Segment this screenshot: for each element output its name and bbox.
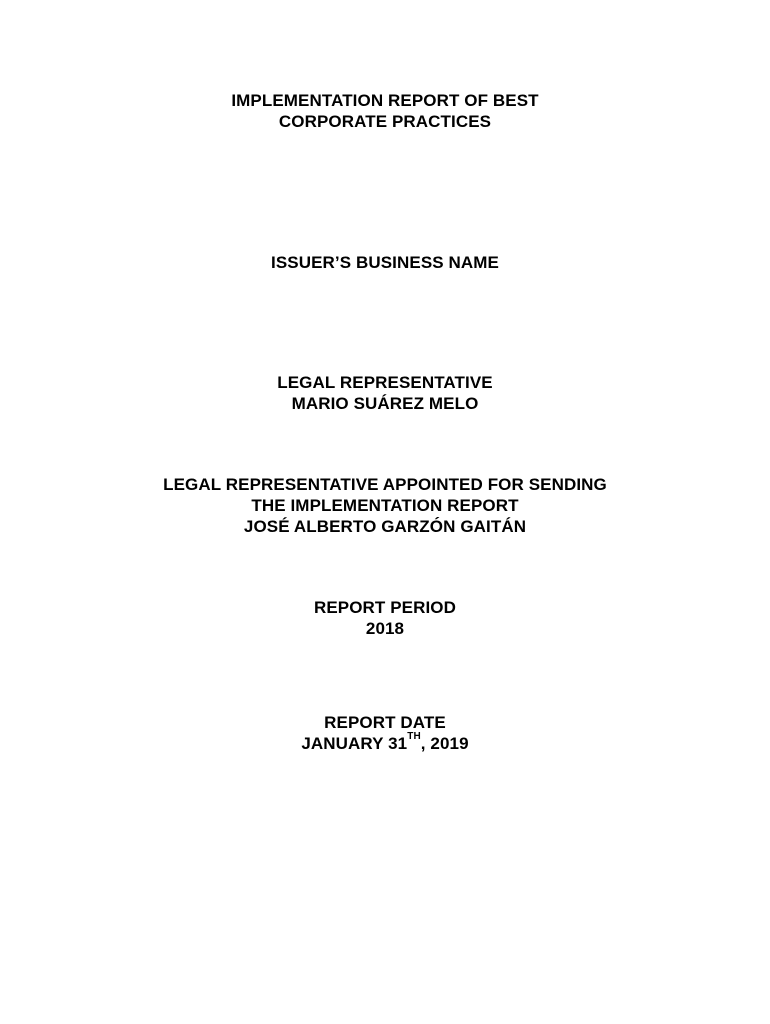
- report-title: [0, 90, 770, 132]
- report-title-line-1: IMPLEMENTATION REPORT OF BEST: [231, 91, 539, 110]
- appointed-representative-label-line-2: THE IMPLEMENTATION REPORT: [251, 496, 519, 515]
- appointed-representative-label-line-1: LEGAL REPRESENTATIVE APPOINTED FOR SENDING: [163, 475, 607, 494]
- issuer-business-name-label: ISSUER’S BUSINESS NAME: [271, 253, 499, 272]
- issuer-section: [0, 252, 770, 273]
- report-period-section: [0, 597, 770, 639]
- report-period-value: 2018: [365, 619, 405, 638]
- report-date-month-day: JANUARY 31: [301, 734, 408, 753]
- report-date-year: , 2019: [420, 734, 469, 753]
- appointed-representative-name: JOSÉ ALBERTO GARZÓN GAITÁN: [243, 517, 527, 536]
- report-title-line-2: CORPORATE PRACTICES: [278, 112, 492, 131]
- report-date-label: REPORT DATE: [324, 713, 446, 732]
- report-date-value: [0, 733, 770, 754]
- report-period-label: REPORT PERIOD: [313, 598, 457, 617]
- legal-representative-section: [0, 372, 770, 414]
- report-date-section: [0, 712, 770, 754]
- report-date-ordinal-suffix: TH: [407, 731, 421, 743]
- appointed-representative-section: [0, 474, 770, 537]
- legal-representative-label: LEGAL REPRESENTATIVE: [277, 373, 493, 392]
- legal-representative-name: MARIO SUÁREZ MELO: [291, 394, 479, 413]
